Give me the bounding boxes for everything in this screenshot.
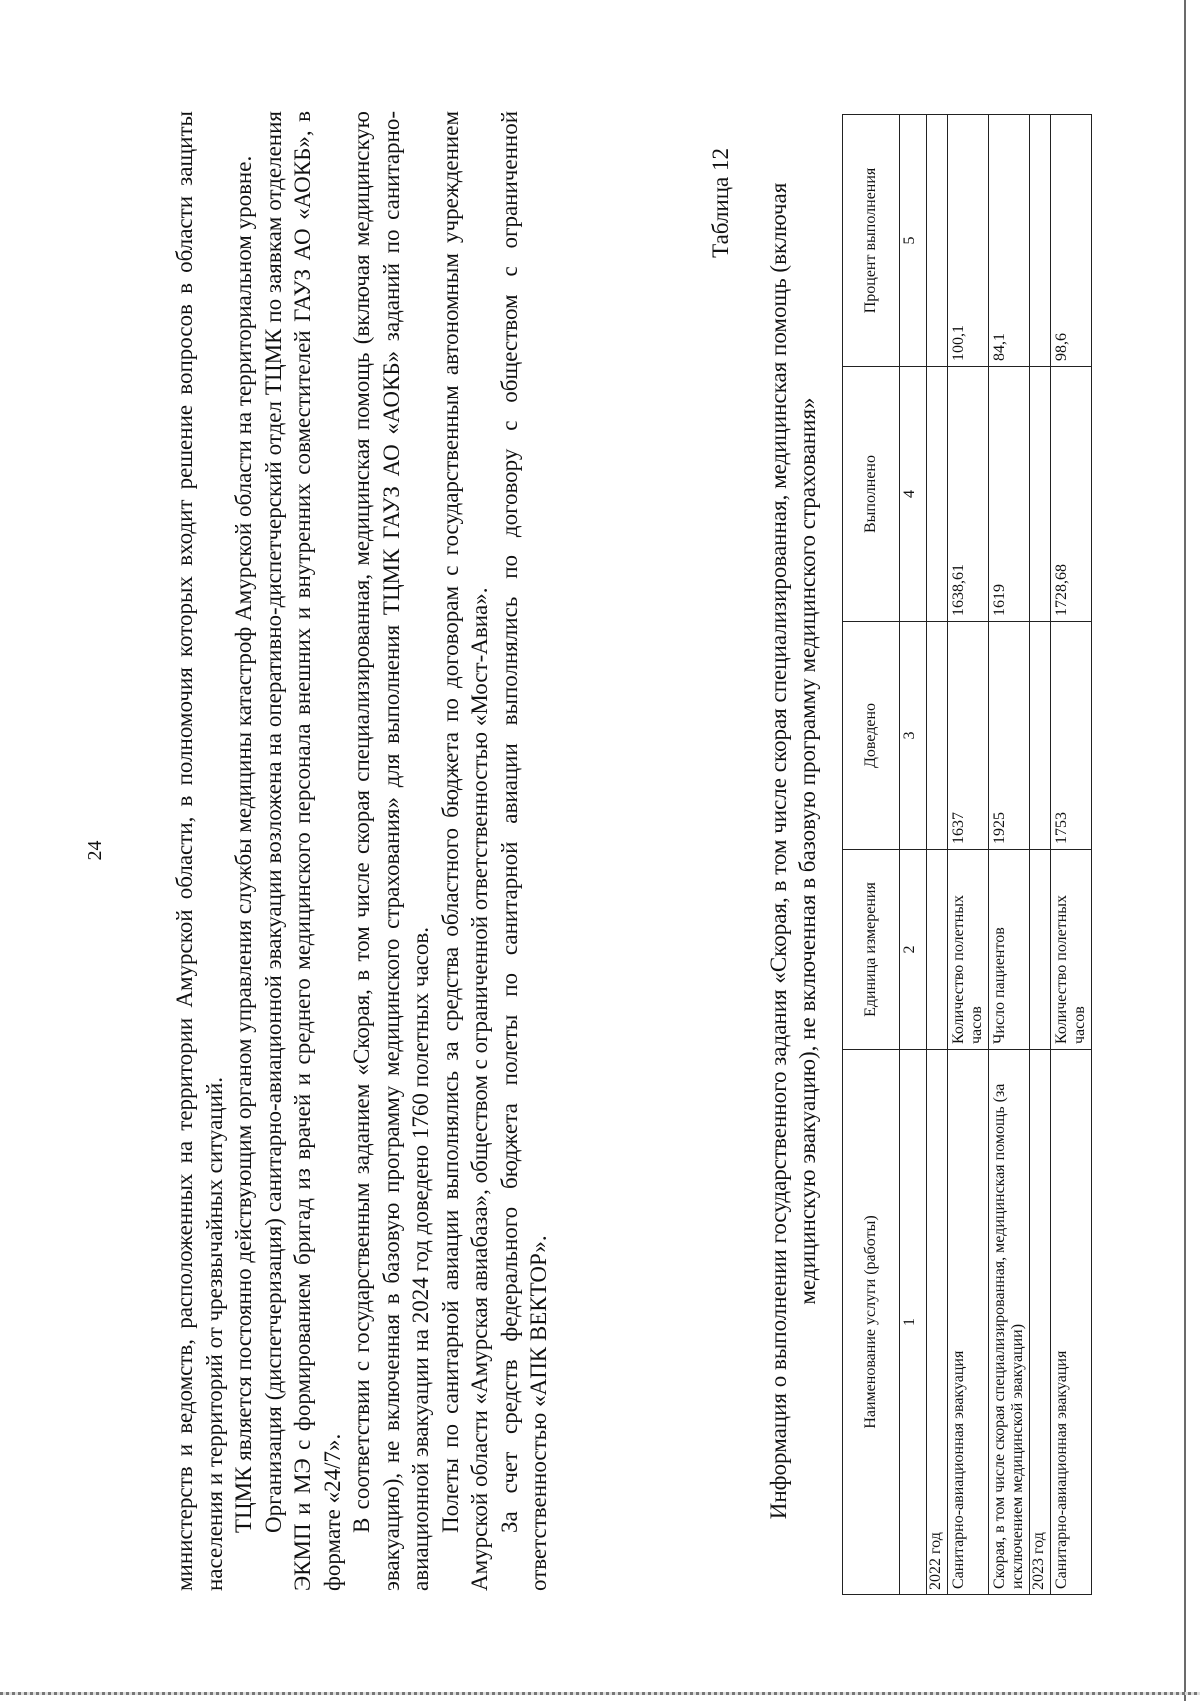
table-row bbox=[989, 115, 1030, 1595]
table-row bbox=[1051, 115, 1092, 1595]
paragraph: В соответствии с государственным заданием «Скорая, в том числе скорая специализированная, медицинская помощь (включая медицинскую эвакуацию), не включенная в базовую программу медицинского страхования» для выполнения ТЦМК ГАУЗ АО «АОКБ» заданий по санитарно-авиационной эвакуации на 2024 год доведено 1760 полетных часов. bbox=[349, 111, 433, 1591]
paragraph: ТЦМК является постоянно действующим органом управления службы медицины катастроф Амурской области на территориальном уровне. bbox=[231, 155, 256, 1533]
cell-unit: Количество полетных часов bbox=[1051, 850, 1092, 1050]
cell-assigned: 1753 bbox=[1051, 622, 1092, 850]
cell-percent: 84,1 bbox=[989, 115, 1030, 367]
paragraph: Организация (диспетчеризация) санитарно-авиационной эвакуации возложена на оперативно-диспетчерский отдел ТЦМК по заявкам отделения ЭКМП и МЭ с формированием бригад из врачей и среднего медицинского персонала внешних и внутренних совместителей ГАУЗ АО «АОКБ», в формате «24/7». bbox=[260, 111, 345, 1591]
column-header: Наименование услуги (работы) bbox=[843, 1050, 900, 1595]
column-number: 2 bbox=[900, 850, 927, 1050]
table-row bbox=[948, 115, 989, 1595]
cell-assigned: 1925 bbox=[989, 622, 1030, 850]
cell-service: Санитарно-авиационная эвакуация bbox=[1051, 1050, 1092, 1595]
cell-service: Санитарно-авиационная эвакуация bbox=[948, 1050, 989, 1595]
paragraph: Полеты по санитарной авиации выполнялись за средства областного бюджета по договорам с государственным автономным учреждением Амурской области «Амурская авиабаза», обществом с ограниченной ответственностью «Мост-Авиа». bbox=[437, 111, 492, 1591]
table-title: Информация о выполнении государственного задания «Скорая, в том числе скорая специализированная, медицинская помощь (включая медицинскую эвакуацию), не включенная в базовую программу медицинского страхования» bbox=[766, 182, 820, 1520]
column-number: 4 bbox=[900, 367, 927, 622]
table-header-row bbox=[843, 115, 900, 1595]
cell-percent: 100,1 bbox=[948, 115, 989, 367]
year-row bbox=[1030, 115, 1051, 1595]
body-text bbox=[170, 111, 554, 1591]
paragraph: министерств и ведомств, расположенных на территории Амурской области, в полномочия которых входит решение вопросов в области защиты населения и территорий от чрезвычайных ситуаций. bbox=[172, 111, 227, 1591]
cell-completed: 1638,61 bbox=[948, 367, 989, 622]
column-number: 1 bbox=[900, 1050, 927, 1595]
column-number: 5 bbox=[900, 115, 927, 367]
data-table bbox=[842, 114, 1092, 1595]
cell-unit: Число пациентов bbox=[989, 850, 1030, 1050]
cell-percent: 98,6 bbox=[1051, 115, 1092, 367]
column-header: Процент выполнения bbox=[843, 115, 900, 367]
cell-assigned: 1637 bbox=[948, 622, 989, 850]
year-row bbox=[927, 115, 948, 1595]
column-number: 3 bbox=[900, 622, 927, 850]
column-header: Доведено bbox=[843, 622, 900, 850]
cell-unit: Количество полетных часов bbox=[948, 850, 989, 1050]
column-header: Единица измерения bbox=[843, 850, 900, 1050]
cell-service: Скорая, в том числе скорая специализированная, медицинская помощь (за исключением медицинской эвакуации) bbox=[989, 1050, 1030, 1595]
year-label: 2022 год bbox=[927, 1050, 948, 1595]
table-label: Таблица 12 bbox=[708, 148, 733, 258]
cell-completed: 1728,68 bbox=[1051, 367, 1092, 622]
year-label: 2023 год bbox=[1030, 1050, 1051, 1595]
paragraph: За счет средств федерального бюджета полеты по санитарной авиации выполнялись по договору с обществом с ограниченной ответственностью «АПК ВЕКТОР». bbox=[496, 111, 551, 1591]
column-header: Выполнено bbox=[843, 367, 900, 622]
column-number-row bbox=[900, 115, 927, 1595]
page-number: 24 bbox=[84, 840, 106, 861]
cell-completed: 1619 bbox=[989, 367, 1030, 622]
